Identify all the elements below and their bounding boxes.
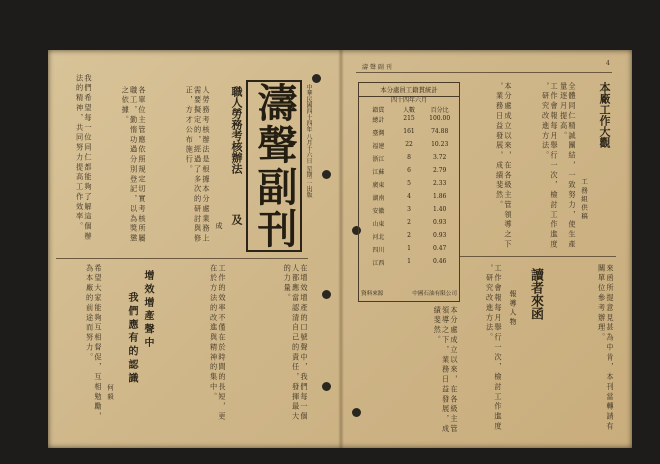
punch-hole [312, 74, 321, 83]
table-footer [361, 289, 457, 297]
table-cell: 1 [407, 258, 411, 265]
table-cell: 山東 [372, 221, 385, 228]
table-row [363, 245, 455, 254]
table-cell: 6 [407, 167, 411, 174]
article-body-col-c: 我 們 希 望 每 一 位 同 仁 都 能 夠 了 解 這 個 辦 法 的 精 神 ， 共 同 努 力 提 高 工 作 效 率 。 [75, 74, 93, 240]
table-row [363, 154, 455, 163]
table-cell: 3 [407, 206, 411, 213]
letters-title: 讀者來函 [528, 268, 543, 320]
bottom-body-col-e: 工 作 的 效 率 不 僅 在 於 時 間 的 長 短 ， 更 在 於 方 法 的 改 進 與 精 神 的 集 中 。 [209, 264, 227, 420]
table-cell: 臺灣 [372, 130, 385, 137]
right-body-col-i: 全 體 同 仁 精 誠 團 結 ， 一 致 努 力 ， 使 生 產 量 逐 月 提 高 。 [559, 82, 577, 248]
table-row [363, 232, 455, 241]
punch-hole [322, 170, 331, 179]
article-body-col-a: 人 勞 務 考 核 辦 法 是 根 據 本 分 處 業 務 上 需 要 擬 定 的 ， 經 過 了 多 次 的 研 討 與 修 正 ， 方 才 公 布 施 行 。 [185, 86, 211, 242]
bottom-body-col-d: 在 增 效 增 產 的 口 號 聲 中 ， 我 們 每 一 個 人 都 應 當 認 清 自 己 的 責 任 ， 發 揮 最 大 的 力 量 。 [283, 264, 309, 420]
table-row [363, 141, 455, 150]
table-cell: 浙江 [372, 156, 385, 163]
table-cell: 8 [407, 154, 411, 161]
table-cell: 0.93 [433, 219, 447, 226]
table-cell: 10.23 [431, 141, 449, 148]
table-cell: 100.00 [429, 115, 451, 122]
table-cell: 安徽 [372, 208, 385, 215]
table-cell: 215 [403, 115, 415, 122]
table-cell: 1.86 [433, 193, 447, 200]
table-cell: 2 [407, 232, 411, 239]
table-row [363, 115, 455, 124]
table-row [363, 258, 455, 267]
table-row [363, 219, 455, 228]
table-header: 籍貫 [372, 107, 385, 114]
section-divider [56, 258, 308, 259]
masthead-box [246, 80, 302, 252]
table-cell: 江蘇 [372, 169, 385, 176]
table-header: 人數 [403, 107, 416, 114]
right-section-divider [460, 256, 616, 257]
letters-subtitle: 報 導 人 物 [509, 290, 517, 325]
section-subtitle: 工 務 組 供 稿 [580, 178, 588, 219]
article-title-tail: 及 [230, 214, 243, 225]
center-fold [338, 50, 344, 448]
masthead-title: 濤聲副刊 [251, 82, 298, 250]
table-cell: 2.33 [433, 180, 447, 187]
table-cell: 廣東 [372, 182, 385, 189]
table-cell: 2 [407, 219, 411, 226]
right-body-col-l: 本 分 處 成 立 以 來 ， 在 各 級 主 管 領 導 之 下 ， 業 務 日 益 發 展 ， 成 績 斐 然 。 [433, 306, 459, 433]
table-cell: 0.93 [433, 232, 447, 239]
table-cell: 江西 [372, 260, 385, 267]
table-footer-right: 中國石油有限公司 [412, 291, 457, 297]
table-cell: 0.47 [433, 245, 447, 252]
bottom-article-author: 何 毅 [106, 384, 114, 400]
table-cell: 22 [405, 141, 413, 148]
table-row [363, 167, 455, 176]
right-body-col-h: 工 作 會 報 每 月 舉 行 一 次 ， 檢 討 工 作 進 度 ， 研 究 改 進 方 法 。 [541, 82, 559, 248]
table-cell: 4 [407, 193, 411, 200]
right-body-col-j: 來 函 所 提 意 見 甚 為 中 肯 ， 本 刊 當 轉 請 有 關 單 位 參 考 辦 理 。 [597, 264, 615, 430]
table-row [363, 193, 455, 202]
table-cell: 1 [407, 245, 411, 252]
table-footer-left: 資料來源 [361, 291, 384, 297]
table-cell: 161 [403, 128, 415, 135]
right-body-col-g: 本 分 處 成 立 以 來 ， 在 各 級 主 管 領 導 之 下 ， 業 務 日 益 發 展 ， 成 績 斐 然 。 [495, 82, 513, 248]
table-cell: 3.72 [433, 154, 447, 161]
bottom-article-title-2: 我 們 應 有 的 認 識 [126, 292, 137, 383]
table-subtitle: 四十四年六月 [390, 97, 427, 104]
section-title: 本廠工作大觀 [598, 82, 611, 148]
table-cell: 湖南 [372, 195, 385, 202]
table-cell: 74.88 [431, 128, 449, 135]
page-number: 4 [606, 60, 610, 67]
statistics-table [358, 82, 460, 302]
table-cell: 1.40 [433, 206, 447, 213]
table-cell: 2.79 [433, 167, 447, 174]
table-cell: 總計 [372, 117, 385, 124]
right-body-col-k: 工 作 會 報 每 月 舉 行 一 次 ， 檢 討 工 作 進 度 ， 研 究 改 進 方 法 。 [485, 264, 503, 430]
right-page-header: 濤 聲 副 刊 [362, 64, 392, 71]
table-row [363, 180, 455, 189]
table-cell: 0.46 [433, 258, 447, 265]
bottom-article-title-1: 增 效 增 產 聲 中 [142, 270, 153, 348]
table-row [363, 206, 455, 215]
table-cell: 福建 [372, 143, 385, 150]
article-body-col-b: 各 單 位 主 管 應 依 照 規 定 切 實 考 核 所 屬 職 工 ， 勤 惰 功 過 分 別 登 記 ， 以 為 獎 懲 之 依 據 。 [121, 86, 147, 242]
table-header-row [363, 105, 455, 114]
article-title: 職人勞務考核辦法 [230, 86, 243, 174]
table-row [363, 128, 455, 137]
table-cell: 河北 [372, 234, 385, 241]
dateline: 中華民國四十四年 八月十六日 星期二 出版 [305, 84, 312, 198]
page-head-rule [356, 72, 612, 73]
bottom-body-col-f: 希 望 大 家 能 夠 互 相 督 促 ， 互 相 勉 勵 ， 為 本 廠 的 前 途 而 努 力 。 [85, 264, 103, 420]
punch-hole [322, 382, 331, 391]
table-cell: 四川 [372, 247, 385, 254]
table-header: 百分比 [430, 107, 449, 114]
table-cell: 5 [407, 180, 411, 187]
article-author: 成 [215, 222, 223, 229]
punch-hole [322, 290, 331, 299]
table-title: 本分處員工籍貫統計 [359, 83, 459, 97]
